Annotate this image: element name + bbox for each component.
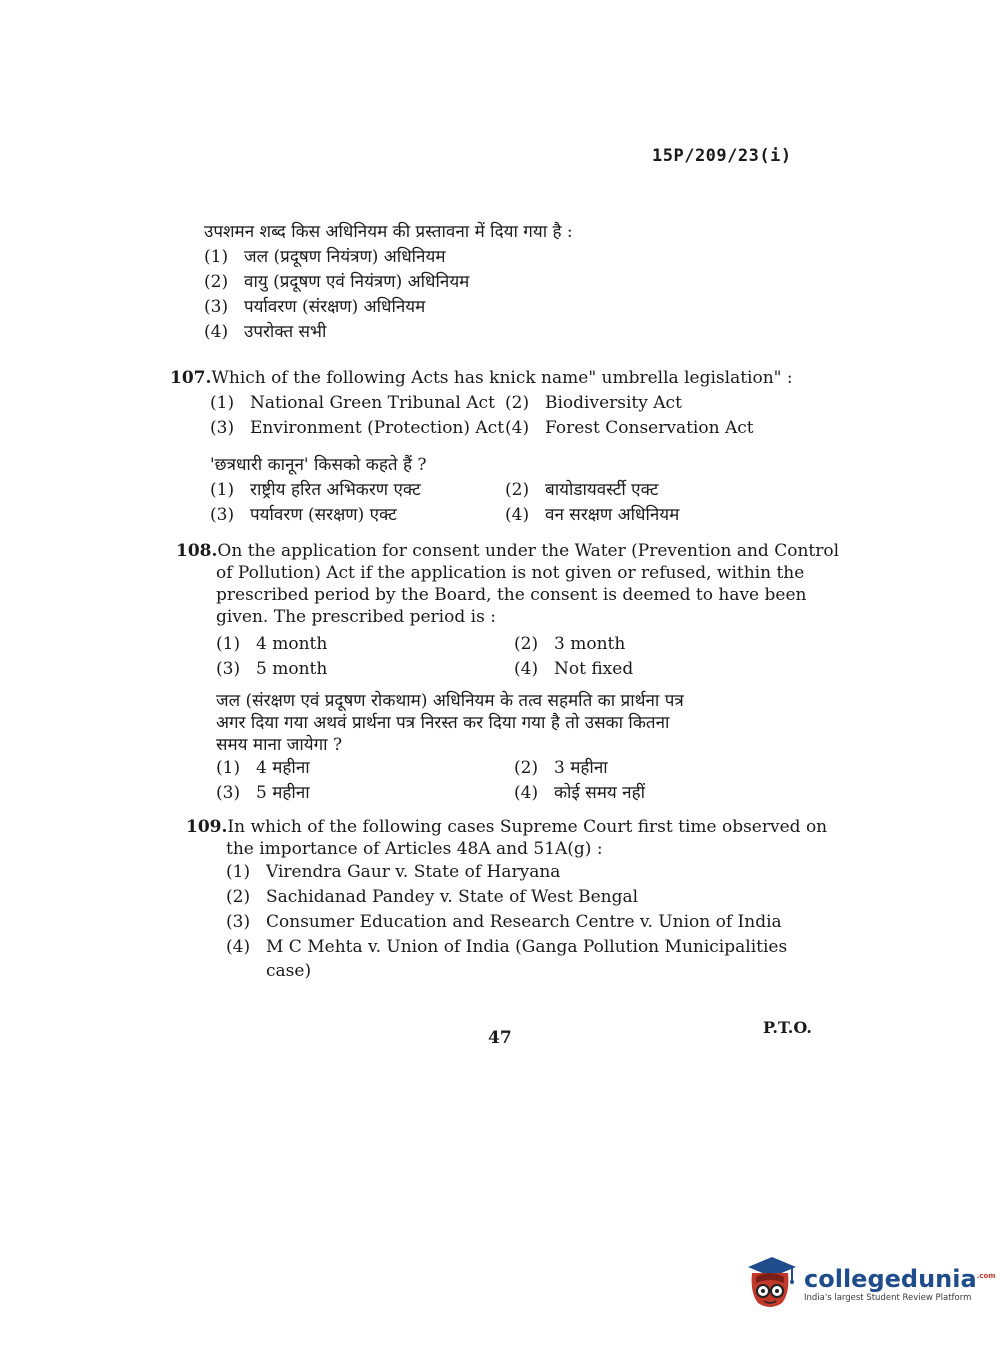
q109-option-3: (3) Consumer Education and Research Centre v. Union of India	[226, 912, 782, 932]
q107-option-3: (3) Environment (Protection) Act	[210, 418, 505, 438]
q109-number: 109.	[186, 817, 228, 837]
q107-hindi-option-3: (3) पर्यावरण (सरक्षण) एक्ट	[210, 505, 397, 525]
q106-hindi-option-1: (1) जल (प्रदूषण नियंत्रण) अधिनियम	[204, 247, 446, 267]
q109-block	[186, 816, 827, 982]
pto-label: P.T.O.	[763, 1018, 812, 1037]
q107-hindi-option-1: (1) राष्ट्रीय हरित अभिकरण एक्ट	[210, 480, 421, 500]
q108-line-4: given. The prescribed period is :	[216, 607, 496, 627]
q108-hindi-row-2	[216, 781, 839, 806]
q108-option-2: (2) 3 month	[514, 634, 626, 654]
q108-option-1: (1) 4 month	[216, 634, 328, 654]
q107-question: 107.Which of the following Acts has knick name" umbrella legislation" :	[170, 368, 793, 388]
q106-hindi-option-2: (2) वायु (प्रदूषण एवं नियंत्रण) अधिनियम	[204, 272, 470, 292]
logo-tagline: India's largest Student Review Platform	[804, 1292, 972, 1303]
q109-option-4-continued: case)	[266, 961, 312, 981]
q108-line-3: prescribed period by the Board, the consent is deemed to have been	[216, 585, 807, 605]
q109-line-2: the importance of Articles 48A and 51A(g) :	[226, 839, 603, 859]
q107-hindi-option-2: (2) बायोडायवर्स्टी एक्ट	[505, 480, 659, 500]
paper-code: 15P/209/23(i)	[652, 146, 792, 166]
q108-option-4: (4) Not fixed	[514, 659, 634, 679]
q108-option-3: (3) 5 month	[216, 659, 328, 679]
q108-hindi-line-3: समय माना जायेगा ?	[216, 735, 343, 755]
q108-hindi-row-1	[216, 756, 839, 781]
q106-hindi-option-4: (4) उपरोक्त सभी	[204, 322, 327, 342]
q107-hindi-question: 'छत्रधारी कानून' किसको कहते हैं ?	[210, 455, 427, 475]
q107-option-1: (1) National Green Tribunal Act	[210, 393, 495, 413]
q107-options-row-1	[210, 391, 793, 416]
q108-number: 108.	[176, 541, 218, 561]
q107-block	[170, 366, 793, 528]
q109-line-1: 109.In which of the following cases Supreme Court first time observed on	[186, 817, 828, 837]
q108-hindi-option-3: (3) 5 महीना	[216, 783, 310, 803]
q108-line-2: of Pollution) Act if the application is not given or refused, within the	[216, 563, 805, 583]
q108-hindi-line-1: जल (संरक्षण एवं प्रदूषण रोकथाम) अधिनियम के तत्व सहमति का प्रार्थना पत्र	[216, 691, 684, 711]
page-number: 47	[488, 1028, 512, 1048]
q108-hindi-option-2: (2) 3 महीना	[514, 758, 608, 778]
q107-hindi-option-4: (4) वन सरक्षण अधिनियम	[505, 505, 680, 525]
q107-option-2: (2) Biodiversity Act	[505, 393, 682, 413]
q108-options-row-1	[216, 632, 839, 657]
q107-hindi-row-2	[210, 503, 793, 528]
q108-block	[176, 540, 839, 806]
q108-hindi-option-1: (1) 4 महीना	[216, 758, 310, 778]
q108-line-1: 108.On the application for consent under the Water (Prevention and Control	[176, 541, 840, 561]
q109-option-2: (2) Sachidanad Pandey v. State of West Bengal	[226, 887, 639, 907]
q107-hindi-row-1	[210, 478, 793, 503]
q109-option-4: (4) M C Mehta v. Union of India (Ganga Pollution Municipalities	[226, 937, 788, 957]
q107-options-row-2	[210, 416, 793, 441]
q107-number: 107.	[170, 368, 212, 388]
q108-options-row-2	[216, 657, 839, 682]
q106-hindi-option-3: (3) पर्यावरण (संरक्षण) अधिनियम	[204, 297, 426, 317]
q106-hindi-question: उपशमन शब्द किस अधिनियम की प्रस्तावना में दिया गया है :	[204, 222, 573, 242]
q107-option-4: (4) Forest Conservation Act	[505, 418, 754, 438]
q108-hindi-option-4: (4) कोई समय नहीं	[514, 783, 645, 803]
q108-hindi-line-2: अगर दिया गया अथवं प्रार्थना पत्र निरस्त कर दिया गया है तो उसका कितना	[216, 713, 670, 733]
graduate-mascot-icon	[742, 1253, 798, 1313]
q106-hindi-block	[204, 220, 573, 345]
logo-brand: collegedunia$^{.com}$	[804, 1264, 996, 1293]
collegedunia-logo[interactable]	[742, 1248, 996, 1318]
q109-option-1: (1) Virendra Gaur v. State of Haryana	[226, 862, 561, 882]
